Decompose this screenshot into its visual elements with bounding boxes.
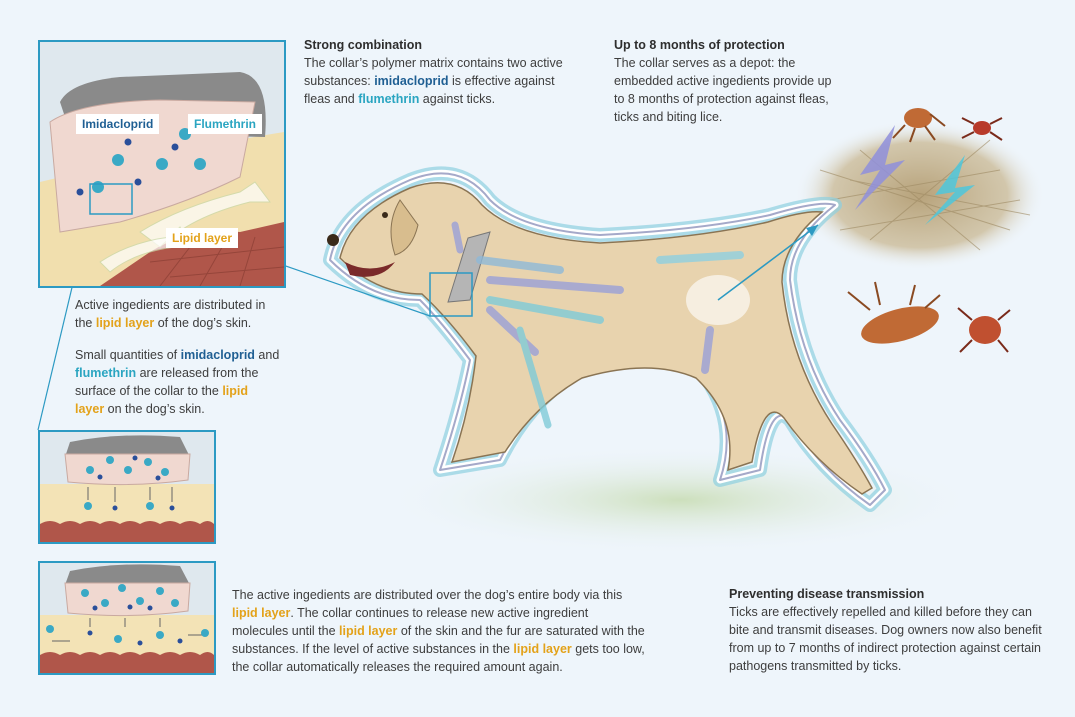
strong-combination-body: The collar’s polymer matrix contains two active substances: imidacloprid is effective against fleas and flumethrin against ticks. [304, 56, 563, 106]
release-panel [38, 430, 216, 544]
dead-flea-icon [848, 282, 943, 351]
dog-eye [382, 212, 388, 218]
dog-nose [327, 234, 339, 246]
distribution-panel [38, 561, 216, 675]
strong-combination-text [304, 36, 584, 108]
disease-title: Preventing disease transmission [729, 587, 925, 601]
label-flumethrin: Flumethrin [188, 114, 262, 134]
distribution-illustration [40, 563, 214, 673]
protection-body: The collar serves as a depot: the embedded active ingedients provide up to 8 months of protection against fleas, ticks and biting lice. [614, 56, 832, 124]
strong-combination-title: Strong combination [304, 38, 423, 52]
disease-text [729, 585, 1044, 675]
entire-body-text: The active ingedients are distributed over the dog’s entire body via this lipid layer. The collar continues to release new active ingredient molecules until the lipid layer of the skin and the fur are saturated with the substances. If the level of active substances in the lipid layer gets too low, the collar automatically releases the required amount again. [232, 588, 645, 674]
protection-text [614, 36, 834, 126]
distributed-text: Active ingedients are distributed in the lipid layer of the dog’s skin. [75, 298, 266, 330]
disease-body: Ticks are effectively repelled and killed before they can bite and transmit diseases. Dog owners now also benefit from up to 7 months of indirect protection against certain pathogens transmitted by ticks. [729, 605, 1042, 673]
label-lipid-layer: Lipid layer [166, 228, 238, 248]
label-imidacloprid: Imidacloprid [76, 114, 159, 134]
small-quantities-text: Small quantities of imidacloprid and flumethrin are released from the surface of the collar to the lipid layer on the dog’s skin. [75, 348, 280, 416]
zoom-illustration [40, 42, 284, 286]
dead-tick-icon [958, 308, 1010, 352]
collar-skin-zoom-panel [38, 40, 286, 288]
fur-patch [795, 120, 1045, 270]
protection-title: Up to 8 months of protection [614, 38, 785, 52]
release-illustration [40, 432, 214, 542]
